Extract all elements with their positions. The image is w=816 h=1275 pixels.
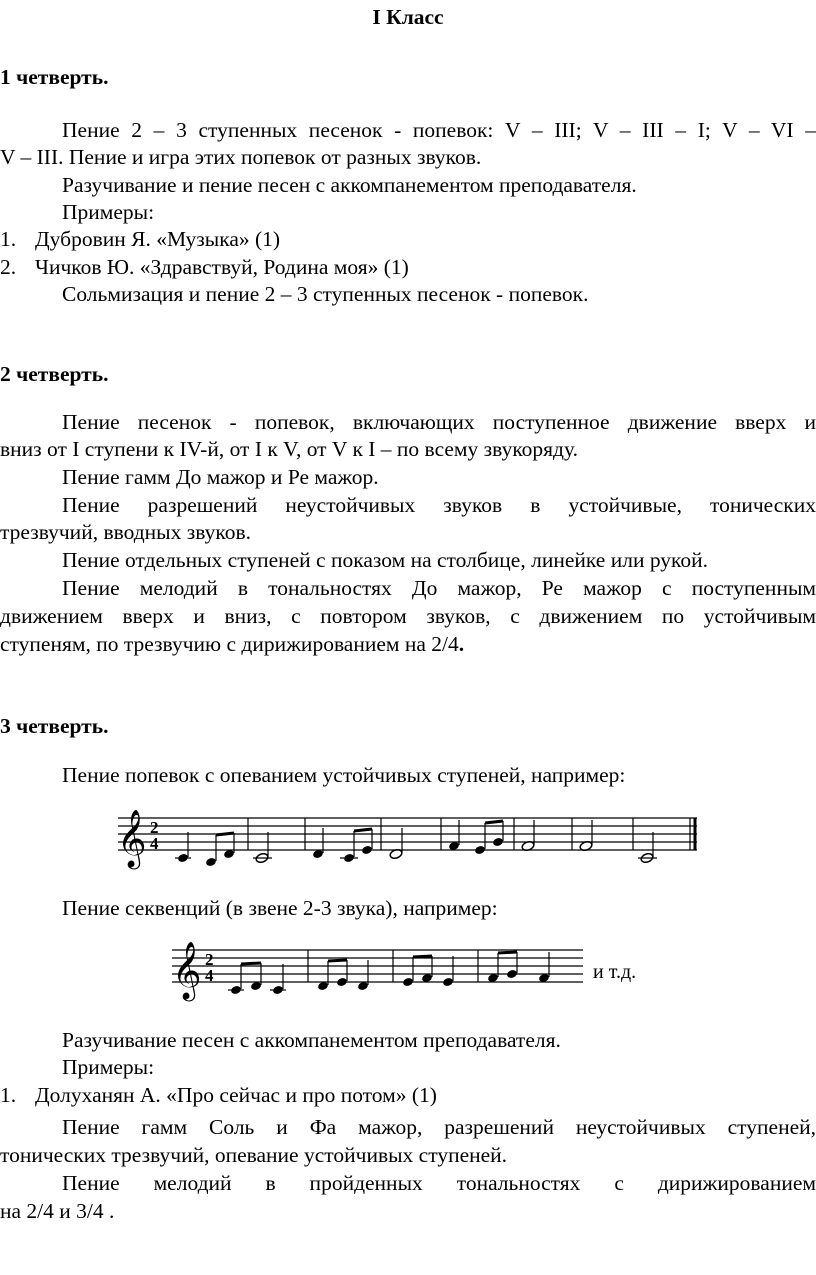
list-number: 1. — [0, 1083, 17, 1107]
note-eighth-pair — [317, 960, 348, 991]
q2-paragraph-5-line-2: движением вверх и вниз, с повтором звуков, с движением по устойчивым — [0, 604, 816, 628]
q3-examples-label: Примеры: — [62, 1055, 155, 1079]
q2-paragraph-5-text: ступеням, по трезвучию с дирижированием на 2/4 — [0, 632, 459, 656]
music-staff-2 — [0, 940, 816, 1010]
note-quarter — [357, 960, 369, 991]
q2-paragraph-2: Пение гамм До мажор и Ре мажор. — [62, 465, 379, 489]
time-signature-bottom: 4 — [205, 966, 214, 985]
q2-paragraph-3-line-1: Пение разрешений неустойчивых звуков в устойчивые, тонических — [62, 493, 816, 517]
note-quarter — [538, 952, 550, 983]
note-half — [255, 832, 269, 864]
note-quarter — [442, 956, 454, 987]
q3-paragraph-4-line-1: Пение гамм Соль и Фа мажор, разрешений неустойчивых ступеней, — [62, 1115, 816, 1139]
q3-paragraph-4-line-2: тонических трезвучий, опевание устойчивых ступеней. — [0, 1143, 508, 1167]
section-heading-q3: 3 четверть. — [0, 714, 109, 738]
staff-lines — [172, 950, 583, 982]
q3-paragraph-5-line-1: Пение мелодий в пройденных тональностях с дирижированием — [62, 1171, 816, 1195]
time-signature-top: 2 — [205, 950, 214, 969]
q1-paragraph-3: Сольмизация и пение 2 – 3 ступенных песенок - попевок. — [62, 282, 589, 306]
note-half — [389, 828, 403, 860]
page-title: I Класс — [372, 5, 444, 29]
q2-paragraph-5-line-1: Пение мелодий в тональностях До мажор, Ре мажор с поступенным — [62, 576, 816, 600]
note-half — [579, 820, 593, 852]
q2-paragraph-4: Пение отдельных ступеней с показом на столбице, линейке или рукой. — [62, 548, 709, 572]
q1-examples-label: Примеры: — [62, 200, 155, 224]
note-quarter — [448, 820, 460, 851]
section-heading-q1: 1 четверть. — [0, 65, 109, 89]
q3-paragraph-2: Пение секвенций (в звене 2-3 звука), например: — [62, 896, 498, 920]
list-text: Дубровин Я. «Музыка» (1) — [35, 227, 281, 251]
treble-clef-icon: 𝄞 — [172, 942, 202, 998]
q1-paragraph-2: Разучивание и пение песен с аккомпанементом преподавателя. — [62, 173, 637, 197]
q2-paragraph-1-line-2: вниз от I ступени к IV-й, от I к V, от V к I – по всему звукоряду. — [0, 437, 578, 461]
q2-paragraph-5-line-3 — [0, 629, 816, 659]
list-number: 1. — [0, 227, 17, 251]
staff-lines — [118, 818, 697, 850]
time-signature-top: 2 — [150, 818, 159, 837]
note-half — [640, 832, 654, 864]
note-quarter — [312, 828, 324, 859]
q2-paragraph-1-line-1: Пение песенок - попевок, включающих поступенное движение вверх и — [62, 410, 816, 434]
staff-suffix: и т.д. — [593, 961, 637, 983]
note-half — [521, 820, 535, 852]
q1-paragraph-1-line-1: Пение 2 – 3 ступенных песенок - попевок: V – III; V – III – I; V – VI – — [62, 118, 816, 142]
treble-clef-icon: 𝄞 — [117, 810, 147, 866]
time-signature-bottom: 4 — [150, 834, 159, 853]
music-staff-1 — [0, 800, 816, 880]
q3-paragraph-3: Разучивание песен с аккомпанементом преподавателя. — [62, 1028, 561, 1052]
q1-paragraph-1-line-2: V – III. Пение и игра этих попевок от разных звуков. — [0, 145, 482, 169]
q3-paragraph-1: Пение попевок с опеванием устойчивых ступеней, например: — [62, 763, 626, 787]
q3-paragraph-5-line-2: на 2/4 и 3/4 . — [0, 1199, 115, 1223]
section-heading-q2: 2 четверть. — [0, 362, 109, 386]
q2-paragraph-3-line-2: трезвучий, вводных звуков. — [0, 520, 252, 544]
list-text: Долуханян А. «Про сейчас и про потом» (1) — [35, 1083, 437, 1107]
list-number: 2. — [0, 255, 17, 279]
q2-paragraph-5-period: . — [458, 632, 465, 656]
list-text: Чичков Ю. «Здравствуй, Родина моя» (1) — [35, 255, 409, 279]
note-eighth-pair — [487, 952, 518, 983]
